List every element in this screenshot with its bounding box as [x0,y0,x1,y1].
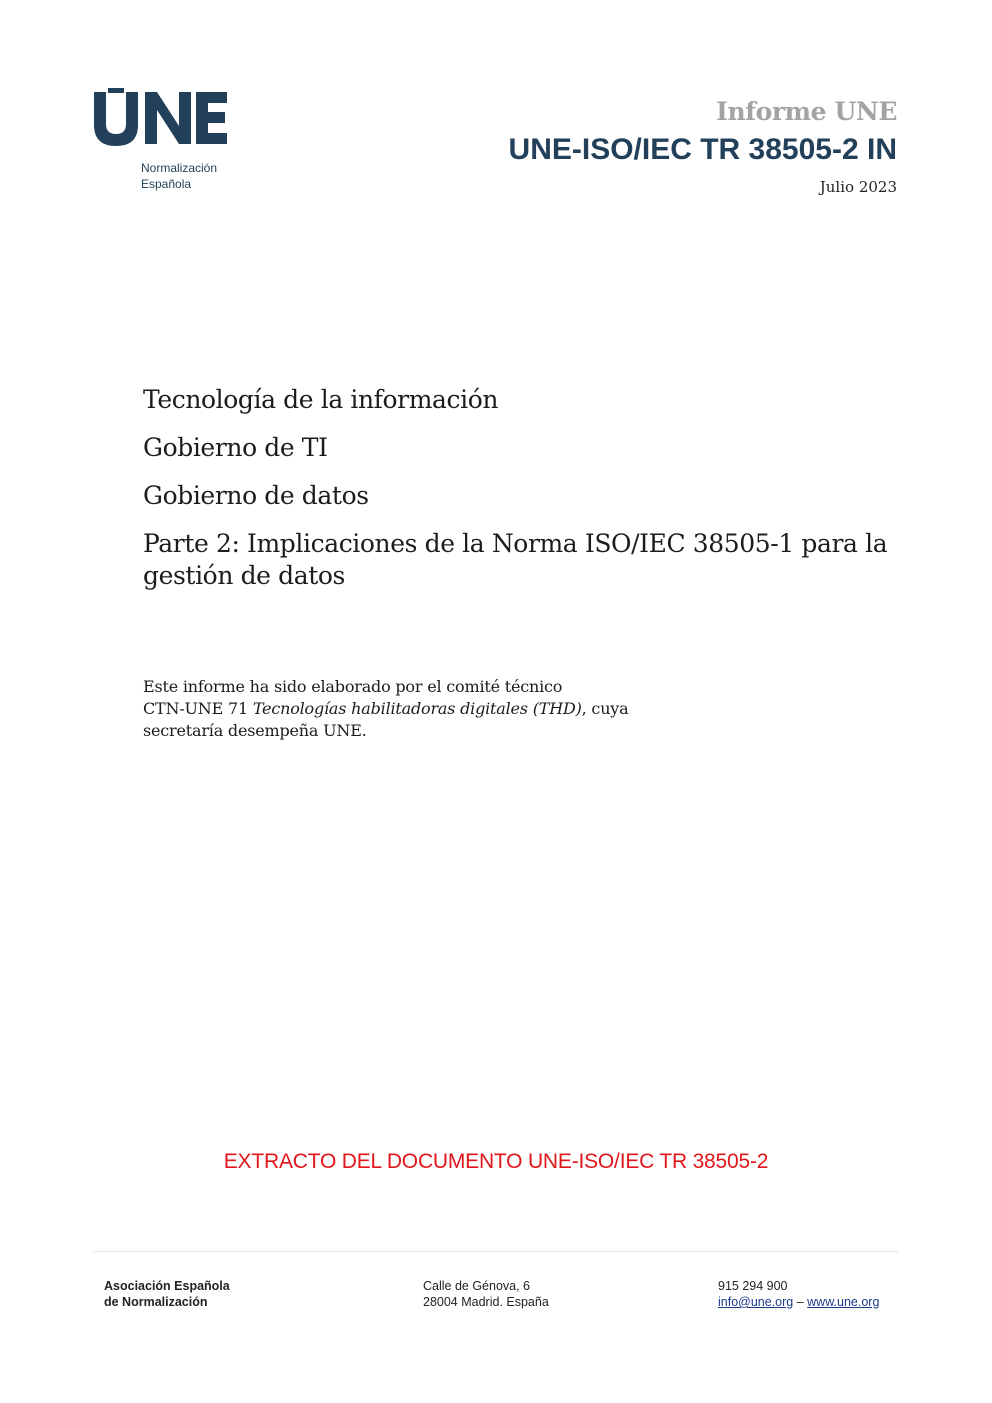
document-date: Julio 2023 [819,178,897,196]
une-logo-mark [92,88,228,146]
committee-statement [143,676,683,742]
title-line: Tecnología de la información [143,385,499,414]
document-titles [143,384,903,592]
committee-line2-prefix: CTN-UNE 71 [143,699,253,718]
footer-phone: 915 294 900 [718,1279,788,1293]
footer-org-line1: Asociación Española [104,1279,230,1293]
logo-subtitle-line1: Normalización [141,161,218,175]
committee-line1: Este informe ha sido elaborado por el comité técnico [143,677,563,696]
footer-separator: – [793,1295,808,1309]
footer-links [718,1294,879,1310]
extract-notice: EXTRACTO DEL DOCUMENTO UNE-ISO/IEC TR 38505-2 [223,1150,769,1173]
footer-divider [93,1251,898,1252]
committee-name: Tecnologías habilitadoras digitales (THD) [252,699,582,718]
footer-website-link[interactable]: www.une.org [807,1295,880,1309]
document-type: Informe UNE [716,97,897,126]
title-line: Parte 2: Implicaciones de la Norma ISO/IEC 38505-1 para la gestión de datos [143,529,888,590]
footer-organization [104,1278,230,1310]
footer-email-link[interactable]: info@une.org [718,1295,794,1309]
footer-address-line2: 28004 Madrid. España [423,1295,549,1309]
document-header [509,96,897,198]
document-code: UNE-ISO/IEC TR 38505-2 IN [508,133,897,166]
footer-contact [718,1278,879,1310]
committee-line2-suffix: , cuya [581,699,629,718]
footer-address-line1: Calle de Génova, 6 [423,1279,531,1293]
logo-subtitle [141,160,217,192]
title-line: Gobierno de datos [143,481,369,510]
title-line: Gobierno de TI [143,433,328,462]
une-logo [92,88,242,198]
committee-line3: secretaría desempeña UNE. [143,721,367,740]
committee-line2 [143,698,683,720]
logo-subtitle-line2: Española [141,177,192,191]
footer-org-line2: de Normalización [104,1295,208,1309]
footer-address [423,1278,549,1310]
